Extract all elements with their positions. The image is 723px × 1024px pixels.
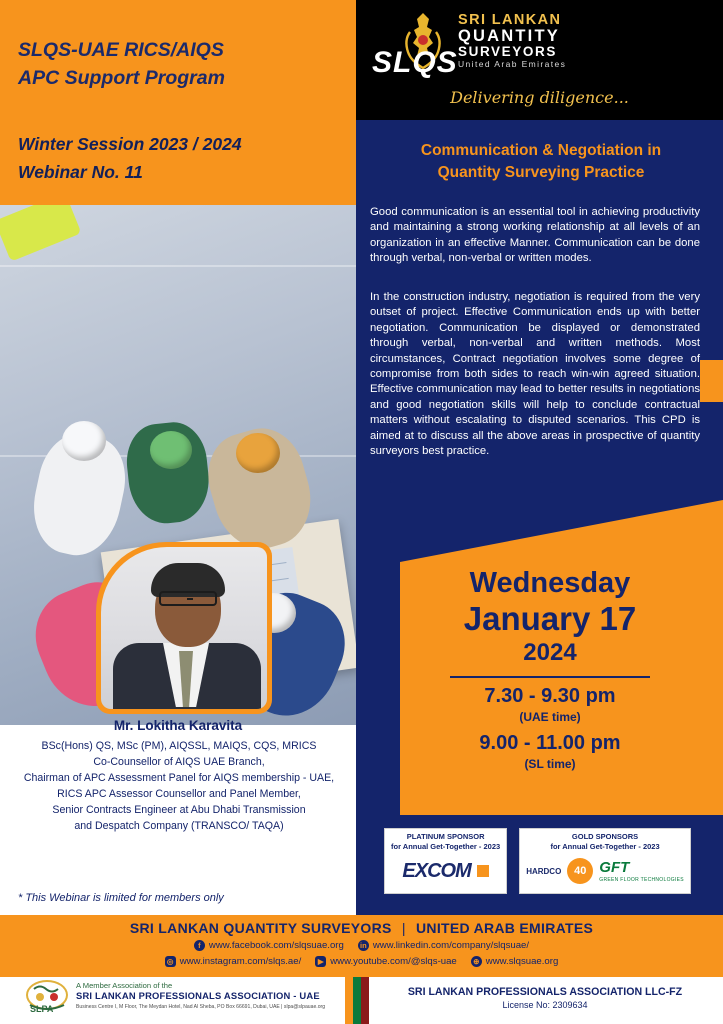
tagline: Delivering diligence... bbox=[450, 88, 629, 107]
accent-block bbox=[700, 360, 723, 402]
website-url: www.slqsuae.org bbox=[485, 956, 559, 967]
platinum-sponsor-card bbox=[384, 828, 507, 894]
date-details bbox=[400, 566, 700, 772]
helmet-orange-icon bbox=[236, 433, 280, 473]
description-paragraph-2: In the construction industry, negotiation is required from the very outset of project. Effective Communication ends up with better negotiation. Communication be displayed or demonstrated through verbal, non-verbal and written methods. Most circumstances, Contract negotiation involves some degree of compromise from both sides to reach win-win agreed situation. Effective communication may lead to better results in negotiations and good negotiation skills will help to conclude contractual matters without escalating to disputed scenarios. This CPD is aimed at to discuss all the above areas in prospective of quantity surveyors best practice. bbox=[370, 291, 700, 458]
flag-stripes bbox=[345, 977, 371, 1024]
time-sl-note: (SL time) bbox=[524, 757, 576, 771]
license-number: License No: 2309634 bbox=[502, 1000, 588, 1010]
time-sl: 9.00 - 11.00 pm bbox=[479, 732, 621, 754]
topic-heading bbox=[372, 140, 710, 184]
hi-vis-vest bbox=[0, 205, 81, 262]
gft-logo-text: GFT bbox=[599, 859, 630, 876]
program-title-line1: SLQS-UAE RICS/AIQS bbox=[18, 39, 224, 61]
instagram-url: www.instagram.com/slqs.ae/ bbox=[179, 956, 302, 967]
footer-right bbox=[380, 986, 710, 1010]
excom-logo-text: EXCOM bbox=[402, 859, 471, 882]
gft-logo-sub: GREEN FLOOR TECHNOLOGIES bbox=[599, 877, 684, 883]
instagram-icon: ◎ bbox=[165, 956, 176, 967]
social-instagram[interactable] bbox=[165, 956, 302, 967]
event-day: Wednesday bbox=[469, 567, 631, 599]
helmet-white-1-icon bbox=[62, 421, 106, 461]
youtube-url: www.youtube.com/@slqs-uae bbox=[330, 956, 457, 967]
social-website[interactable] bbox=[471, 956, 559, 967]
slpa-logo-text: SLPA bbox=[30, 1004, 54, 1014]
slqs-wordmark bbox=[458, 13, 566, 69]
slpa-logo bbox=[24, 981, 70, 1021]
hardco-logo-text: HARDCO bbox=[526, 866, 562, 876]
description-paragraph-1: Good communication is an essential tool in achieving productivity and maintaining a strong working relationship at all levels of an organization in an effective Manner. Communication can be done through verbal, non-verbal or written modes. bbox=[370, 206, 700, 265]
org-separator: | bbox=[401, 920, 406, 936]
gold-subtitle: for Annual Get-Together - 2023 bbox=[550, 842, 660, 851]
speaker-line4: RICS APC Assessor Counsellor and Panel Member, bbox=[57, 788, 301, 800]
speaker-line2: Co-Counsellor of AIQS UAE Branch, bbox=[93, 756, 265, 768]
social-linkedin[interactable] bbox=[358, 940, 529, 951]
association-address: Business Centre I, M Floor, The Meydan Hotel, Nad Al Sheba, PO Box 66691, Dubai, UAE | slpa@slpauae.org bbox=[76, 1004, 326, 1010]
program-title-line2: APC Support Program bbox=[18, 67, 225, 89]
session-line2: Webinar No. 11 bbox=[18, 162, 143, 182]
time-uae: 7.30 - 9.30 pm bbox=[484, 685, 616, 707]
org-right: UNITED ARAB EMIRATES bbox=[416, 920, 594, 936]
helmet-green-icon bbox=[150, 431, 192, 469]
divider bbox=[450, 676, 650, 678]
glasses-icon bbox=[159, 591, 217, 606]
license-entity: SRI LANKAN PROFESSIONALS ASSOCIATION LLC-FZ bbox=[407, 986, 683, 998]
organization-banner bbox=[0, 920, 723, 936]
excom-square-icon bbox=[477, 865, 489, 877]
globe-icon: ⊕ bbox=[471, 956, 482, 967]
platinum-tier: PLATINUM SPONSOR bbox=[406, 832, 485, 841]
association-name: SRI LANKAN PROFESSIONALS ASSOCIATION - UAE bbox=[76, 990, 320, 1001]
gold-tier: GOLD SPONSORS bbox=[571, 832, 639, 841]
anniversary-badge: 40 bbox=[567, 858, 593, 884]
topic-line1: Communication & Negotiation in bbox=[420, 142, 662, 159]
facebook-url: www.facebook.com/slqsuae.org bbox=[208, 940, 344, 951]
member-of-label: A Member Association of the bbox=[76, 981, 173, 990]
logo-line3: SURVEYORS bbox=[458, 43, 557, 59]
slqs-monogram: SLQS bbox=[372, 46, 458, 79]
facebook-icon: f bbox=[194, 940, 205, 951]
social-row-1 bbox=[0, 940, 723, 951]
linkedin-icon: in bbox=[358, 940, 369, 951]
sponsors-row bbox=[384, 828, 691, 894]
logo-line1: SRI LANKAN bbox=[458, 11, 562, 28]
social-facebook[interactable] bbox=[194, 940, 344, 951]
event-year: 2024 bbox=[523, 639, 577, 666]
platinum-logo bbox=[391, 852, 500, 890]
social-row-2 bbox=[0, 956, 723, 967]
event-date: January 17 bbox=[463, 600, 637, 637]
gold-sponsor-card bbox=[519, 828, 691, 894]
gft-logo bbox=[599, 859, 684, 883]
org-left: SRI LANKAN QUANTITY SURVEYORS bbox=[129, 920, 392, 936]
youtube-icon: ▶ bbox=[315, 956, 326, 967]
speaker-line6: and Despatch Company (TRANSCO/ TAQA) bbox=[74, 820, 284, 832]
speaker-line3: Chairman of APC Assessment Panel for AIQS membership - UAE, bbox=[23, 772, 335, 784]
program-title bbox=[18, 36, 348, 92]
time-uae-note: (UAE time) bbox=[519, 710, 581, 724]
speaker-details bbox=[14, 738, 344, 834]
gold-logos bbox=[526, 852, 684, 890]
platinum-subtitle: for Annual Get-Together - 2023 bbox=[391, 842, 501, 851]
logo-line2: QUANTITY bbox=[458, 26, 560, 45]
session-line1: Winter Session 2023 / 2024 bbox=[18, 134, 242, 154]
speaker-credentials: BSc(Hons) QS, MSc (PM), AIQSSL, MAIQS, CQS, MRICS bbox=[41, 740, 317, 752]
speaker-photo bbox=[101, 547, 267, 709]
footer-left bbox=[76, 981, 341, 1010]
topic-line2: Quantity Surveying Practice bbox=[437, 164, 645, 181]
session-info bbox=[18, 130, 348, 186]
speaker-name: Mr. Lokitha Karavita bbox=[113, 718, 243, 733]
speaker-line5: Senior Contracts Engineer at Abu Dhabi Transmission bbox=[52, 804, 306, 816]
linkedin-url: www.linkedin.com/company/slqsuae/ bbox=[372, 940, 530, 951]
social-youtube[interactable] bbox=[315, 956, 457, 967]
members-only-note: * This Webinar is limited for members only bbox=[18, 892, 224, 904]
speaker-portrait-frame bbox=[96, 542, 272, 714]
logo-line4: United Arab Emirates bbox=[458, 59, 567, 70]
